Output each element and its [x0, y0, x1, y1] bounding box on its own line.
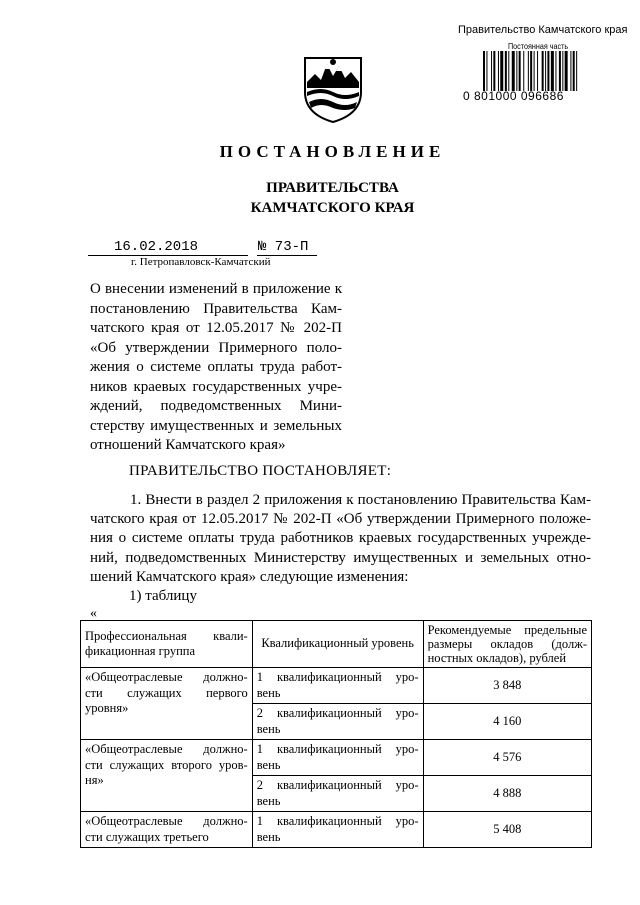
about-line: ждений, подведомственных Мини-: [90, 398, 342, 414]
header-group: [81, 621, 253, 668]
resolves-heading: ПРАВИТЕЛЬСТВО ПОСТАНОВЛЯЕТ:: [129, 463, 392, 479]
group-name: [81, 740, 253, 812]
group-name-line: ня»: [85, 773, 104, 787]
document-title: ПОСТАНОВЛЕНИЕ: [219, 142, 446, 161]
qualification-level: [252, 812, 423, 848]
subitem-label: 1) таблицу: [129, 588, 197, 604]
qualification-level: [252, 776, 423, 812]
stamp-part-label: Постоянная часть: [508, 42, 569, 51]
table-header-row: [81, 621, 592, 668]
barcode-bar: [512, 51, 515, 91]
barcode-bar: [486, 51, 487, 91]
barcode-bar: [500, 51, 503, 91]
barcode-bar: [505, 51, 507, 91]
salary-value: 3 848: [423, 668, 591, 704]
subtitle-line: ПРАВИТЕЛЬСТВА: [266, 180, 399, 196]
about-line: ников краевых государственных учре-: [90, 378, 342, 395]
header-salary-line: Рекомендуемые предельные: [427, 623, 587, 637]
paragraph-line: 1. Внести в раздел 2 приложения к постановлению Правительства Кам-: [130, 492, 591, 508]
group-name-line: «Общеотраслевые должно-: [85, 670, 248, 684]
barcode-bar: [562, 51, 563, 91]
barcode-bar: [573, 51, 575, 91]
group-name: [81, 668, 253, 740]
paragraph-line: ния о системе оплаты труда работников краевых государственных учрежде-: [90, 530, 591, 547]
document-date: 16.02.2018: [114, 239, 199, 255]
level-line: 1 квалификационный уро-: [256, 670, 419, 684]
level-line: 1 квалификационный уро-: [256, 814, 419, 828]
level-line: 2 квалификационный уро-: [256, 706, 419, 720]
barcode-bar: [508, 51, 509, 91]
barcode-bar: [576, 51, 577, 91]
barcode-number: 0 801000 096686: [463, 89, 564, 103]
barcode-bar: [519, 51, 521, 91]
header-salary-line: размеры окладов (долж-: [427, 637, 587, 651]
qualification-level: [252, 740, 423, 776]
about-line: чатского края от 12.05.2017 № 202-П: [90, 320, 342, 336]
about-line: постановлению Правительства Кам-: [90, 300, 342, 317]
document-city: г. Петропавловск-Камчатский: [131, 256, 271, 268]
barcode-bar: [523, 51, 524, 91]
salary-value: 5 408: [423, 812, 591, 848]
barcode-bar: [491, 51, 492, 91]
level-line: вень: [256, 685, 281, 700]
level-line: вень: [256, 829, 281, 844]
group-name: [81, 812, 253, 848]
document-subtitle: [0, 178, 640, 218]
barcode-bar: [537, 51, 538, 91]
document-heading-about: [90, 280, 342, 456]
stamp-organization: Правительство Камчатского края: [458, 24, 628, 36]
table-row: [81, 668, 592, 704]
barcode-bar: [528, 51, 529, 91]
about-line: О внесении изменений в приложение к: [90, 281, 342, 297]
group-name-line: сти служащих третьего: [85, 829, 209, 844]
barcode: [483, 51, 607, 91]
header-group-line: Профессиональная квали-: [85, 628, 248, 643]
qualification-level: [252, 668, 423, 704]
barcode-bar: [530, 51, 532, 91]
salary-table: [80, 620, 592, 848]
salary-value: 4 888: [423, 776, 591, 812]
salary-value: 4 160: [423, 704, 591, 740]
header-salary-line: ностных окладов), рублей: [427, 651, 567, 665]
about-line: стерству имущественных и земельных: [90, 417, 342, 434]
paragraph-line: ний, подведомственных Министерству имущественных и земельных отно-: [90, 549, 591, 566]
paragraph-line: шений Камчатского края» следующие изменения:: [90, 568, 409, 585]
barcode-bar: [555, 51, 556, 91]
group-name-line: сти служащих первого: [85, 685, 248, 700]
header-level: Квалификационный уровень: [252, 621, 423, 668]
barcode-bar: [516, 51, 517, 91]
barcode-bar: [534, 51, 535, 91]
group-name-line: уровня»: [85, 701, 129, 715]
barcode-bar: [542, 51, 544, 91]
document-number: № 73-П: [258, 239, 309, 255]
header-salary: [423, 621, 591, 668]
group-name-line: сти служащих второго уров-: [85, 757, 248, 772]
barcode-bar: [551, 51, 554, 91]
qualification-level: [252, 704, 423, 740]
salary-value: 4 576: [423, 740, 591, 776]
level-line: вень: [256, 793, 281, 808]
level-line: вень: [256, 721, 281, 736]
table-row: [81, 740, 592, 776]
barcode-bar: [493, 51, 495, 91]
paragraph-line: чатского края от 12.05.2017 № 202-П «Об утверждении Примерного положе-: [90, 511, 591, 528]
about-line: отношений Камчатского края»: [90, 437, 286, 453]
barcode-bar: [565, 51, 568, 91]
group-name-line: «Общеотраслевые должно-: [85, 814, 248, 828]
barcode-bar: [483, 51, 485, 91]
level-line: 2 квалификационный уро-: [256, 778, 419, 792]
barcode-bar: [498, 51, 499, 91]
subtitle-line: КАМЧАТСКОГО КРАЯ: [250, 200, 415, 216]
open-quote: «: [90, 606, 97, 621]
about-line: «Об утверждении Примерного поло-: [90, 339, 342, 356]
barcode-bar: [559, 51, 561, 91]
barcode-bar: [547, 51, 549, 91]
header-group-line: фикационная группа: [85, 644, 196, 658]
level-line: вень: [256, 757, 281, 772]
table-row: [81, 812, 592, 848]
emblem-icon: [301, 52, 365, 124]
level-line: 1 квалификационный уро-: [256, 742, 419, 756]
barcode-bar: [545, 51, 546, 91]
barcode-bar: [570, 51, 571, 91]
paragraph-item-1: [90, 491, 591, 587]
about-line: жения о системе оплаты труда работ-: [90, 359, 342, 375]
group-name-line: «Общеотраслевые должно-: [85, 742, 248, 756]
